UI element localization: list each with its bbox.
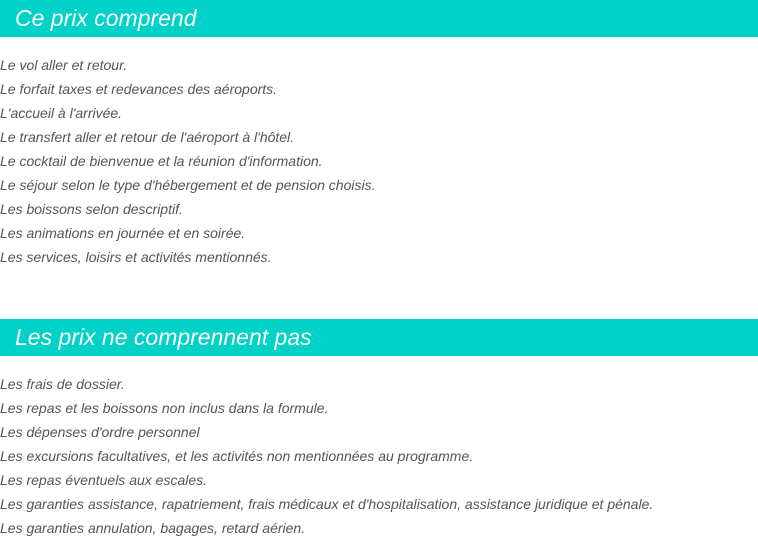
included-list [0, 53, 375, 269]
list-item: Les dépenses d'ordre personnel [0, 424, 200, 440]
list-item: Les boissons selon descriptif. [0, 201, 183, 217]
list-item: Les garanties annulation, bagages, retard aérien. [0, 520, 306, 536]
section-header-excluded [0, 319, 758, 356]
section-title-excluded: Les prix ne comprennent pas [15, 324, 312, 350]
list-item: Le cocktail de bienvenue et la réunion d'information. [0, 153, 323, 169]
excluded-list [0, 372, 653, 540]
list-item: Le séjour selon le type d'hébergement et de pension choisis. [0, 177, 376, 193]
list-item: Les frais de dossier. [0, 376, 125, 392]
list-item: Les animations en journée et en soirée. [0, 225, 246, 241]
list-item: Les garanties assistance, rapatriement, frais médicaux et d'hospitalisation, assistance juridique et pénale. [0, 496, 654, 512]
section-title-included: Ce prix comprend [15, 5, 197, 31]
section-header-included [0, 0, 758, 37]
list-item: Les repas et les boissons non inclus dans la formule. [0, 400, 329, 416]
list-item: Le transfert aller et retour de l'aéroport à l'hôtel. [0, 129, 295, 145]
list-item: Le vol aller et retour. [0, 57, 128, 73]
list-item: Les services, loisirs et activités mentionnés. [0, 249, 272, 265]
list-item: L'accueil à l'arrivée. [0, 105, 123, 121]
list-item: Le forfait taxes et redevances des aéroports. [0, 81, 278, 97]
list-item: Les excursions facultatives, et les activités non mentionnées au programme. [0, 448, 474, 464]
list-item: Les repas éventuels aux escales. [0, 472, 208, 488]
